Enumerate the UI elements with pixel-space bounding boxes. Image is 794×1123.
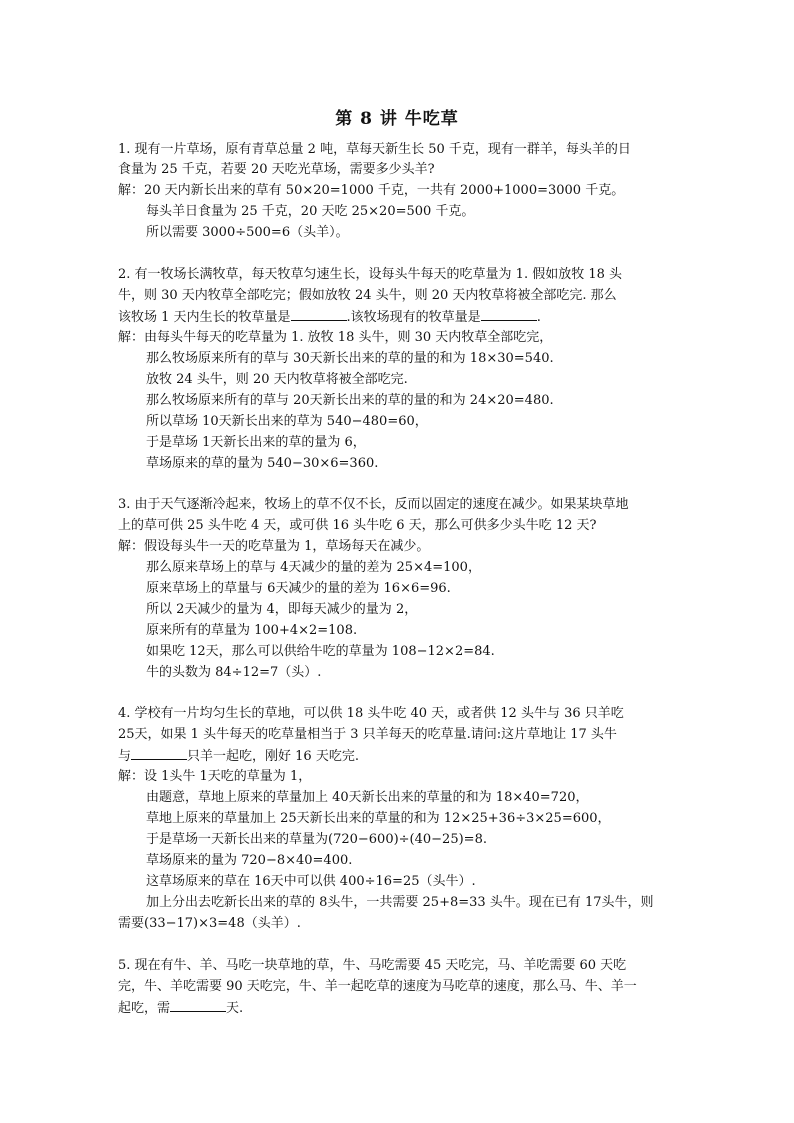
- solution-3-line-2: 那么原来草场上的草与 4天减少的量的差为 25×4=100，: [146, 560, 481, 575]
- solution-2-line-4: 那么牧场原来所有的草与 20天新长出来的草的量的和为 24×20=480.: [146, 393, 554, 408]
- problem-5-line-3: [118, 999, 688, 1018]
- problem-5-text-b: 天.: [226, 1001, 244, 1016]
- problem-2-line-1: 2. 有一牧场长满牧草，每天牧草匀速生长，设每头牛每天的吃草量为 1. 假如放牧 18 头: [118, 267, 623, 282]
- problem-1-line-2: 食量为 25 千克，若要 20 天吃光草场，需要多少头羊?: [118, 162, 435, 177]
- answer-blank[interactable]: [131, 747, 187, 760]
- solution-3-line-5: 原来所有的草量为 100+4×2=108.: [146, 623, 358, 638]
- solution-2-line-7: 草场原来的草的量为 540−30×6=360.: [146, 456, 379, 471]
- problem-2-line-2: 牛，则 30 天内牧草全部吃完；假如放牧 24 头牛，则 20 天内牧草将被全部吃完. 那么: [118, 288, 617, 303]
- solution-1-line-3: 所以需要 3000÷500=6（头羊）。: [146, 225, 349, 240]
- solution-2-line-3: 放牧 24 头牛，则 20 天内牧草将被全部吃完.: [146, 372, 408, 387]
- problem-5-text-a: 起吃，需: [118, 1001, 171, 1016]
- solution-3-line-1: 解：假设每头牛一天的吃草量为 1，草场每天在减少。: [118, 539, 430, 554]
- solution-4-line-3: 草地上原来的草量加上 25天新长出来的草量的和为 12×25+36÷3×25=600，: [146, 811, 611, 826]
- solution-3-line-6: 如果吃 12天，那么可以供给牛吃的草量为 108−12×2=84.: [146, 644, 495, 659]
- solution-3-line-3: 原来草场上的草量与 6天减少的量的差为 16×6=96.: [146, 581, 451, 596]
- solution-3-line-4: 所以 2天减少的量为 4，即每天减少的量为 2，: [146, 602, 418, 617]
- problem-2-text-b: .该牧场现有的牧草量是: [346, 310, 481, 325]
- solution-4-line-6: 这草场原来的草在 16天中可以供 400÷16=25（头牛）.: [146, 874, 476, 889]
- solution-4-line-4: 于是草场一天新长出来的草量为(720−600)÷(40−25)=8.: [146, 832, 487, 847]
- solution-1-line-2: 每头羊日食量为 25 千克，20 天吃 25×20=500 千克。: [146, 204, 475, 219]
- solution-4-line-1: 解：设 1头牛 1天吃的草量为 1，: [118, 769, 312, 784]
- problem-4-text-b: 只羊一起吃，刚好 16 天吃完.: [187, 749, 359, 764]
- problem-2-text-c: .: [536, 310, 541, 325]
- solution-4-line-5: 草场原来的量为 720−8×40=400.: [146, 853, 353, 868]
- problem-1-line-1: 1. 现有一片草场，原有青草总量 2 吨，草每天新生长 50 千克，现有一群羊，每头羊的日: [118, 142, 631, 157]
- problem-5-line-1: 5. 现在有牛、羊、马吃一块草地的草，牛、马吃需要 45 天吃完，马、羊吃需要 60 天吃: [118, 958, 627, 973]
- problem-4-line-3: [118, 747, 688, 766]
- solution-1-line-1: 解：20 天内新长出来的草有 50×20=1000 千克，一共有 2000+1000=3000 千克。: [118, 183, 625, 198]
- solution-4-line-7: 加上分出去吃新长出来的草的 8头牛，一共需要 25+8=33 头牛。现在已有 17头牛，则: [146, 895, 654, 910]
- page-title: 第 8 讲 牛吃草: [335, 109, 459, 129]
- solution-2-line-5: 所以草场 10天新长出来的草为 540−480=60，: [146, 414, 428, 429]
- answer-blank[interactable]: [481, 308, 537, 321]
- answer-blank[interactable]: [170, 999, 226, 1012]
- solution-2-line-2: 那么牧场原来所有的草与 30天新长出来的草的量的和为 18×30=540.: [146, 351, 554, 366]
- problem-3-line-2: 上的草可供 25 头牛吃 4 天，或可供 16 头牛吃 6 天，那么可供多少头牛吃 12 天?: [118, 518, 597, 533]
- problem-4-text-a: 与: [118, 749, 132, 764]
- solution-2-line-6: 于是草场 1天新长出来的草的量为 6，: [146, 435, 366, 450]
- problem-3-line-1: 3. 由于天气逐渐冷起来，牧场上的草不仅不长，反而以固定的速度在减少。如果某块草地: [118, 497, 629, 512]
- solution-3-line-7: 牛的头数为 84÷12=7（头）.: [146, 665, 322, 680]
- solution-4-line-8: 需要(33−17)×3=48（头羊）.: [118, 916, 301, 931]
- problem-2-text-a: 该牧场 1 天内生长的牧草量是: [118, 310, 291, 325]
- problem-2-line-3: [118, 308, 688, 327]
- solution-4-line-2: 由题意，草地上原来的草量加上 40天新长出来的草量的和为 18×40=720，: [146, 790, 589, 805]
- problem-4-line-1: 4. 学校有一片均匀生长的草地，可以供 18 头牛吃 40 天，或者供 12 头牛与 36 只羊吃: [118, 706, 624, 721]
- answer-blank[interactable]: [291, 308, 347, 321]
- problem-4-line-2: 25天，如果 1 头牛每天的吃草量相当于 3 只羊每天的吃草量.请问:这片草地让 17 头牛: [118, 727, 617, 742]
- problem-5-line-2: 完，牛、羊吃需要 90 天吃完，牛、羊一起吃草的速度为马吃草的速度，那么马、牛、羊一: [118, 979, 637, 994]
- solution-2-line-1: 解：由每头牛每天的吃草量为 1. 放牧 18 头牛，则 30 天内牧草全部吃完，: [118, 330, 553, 345]
